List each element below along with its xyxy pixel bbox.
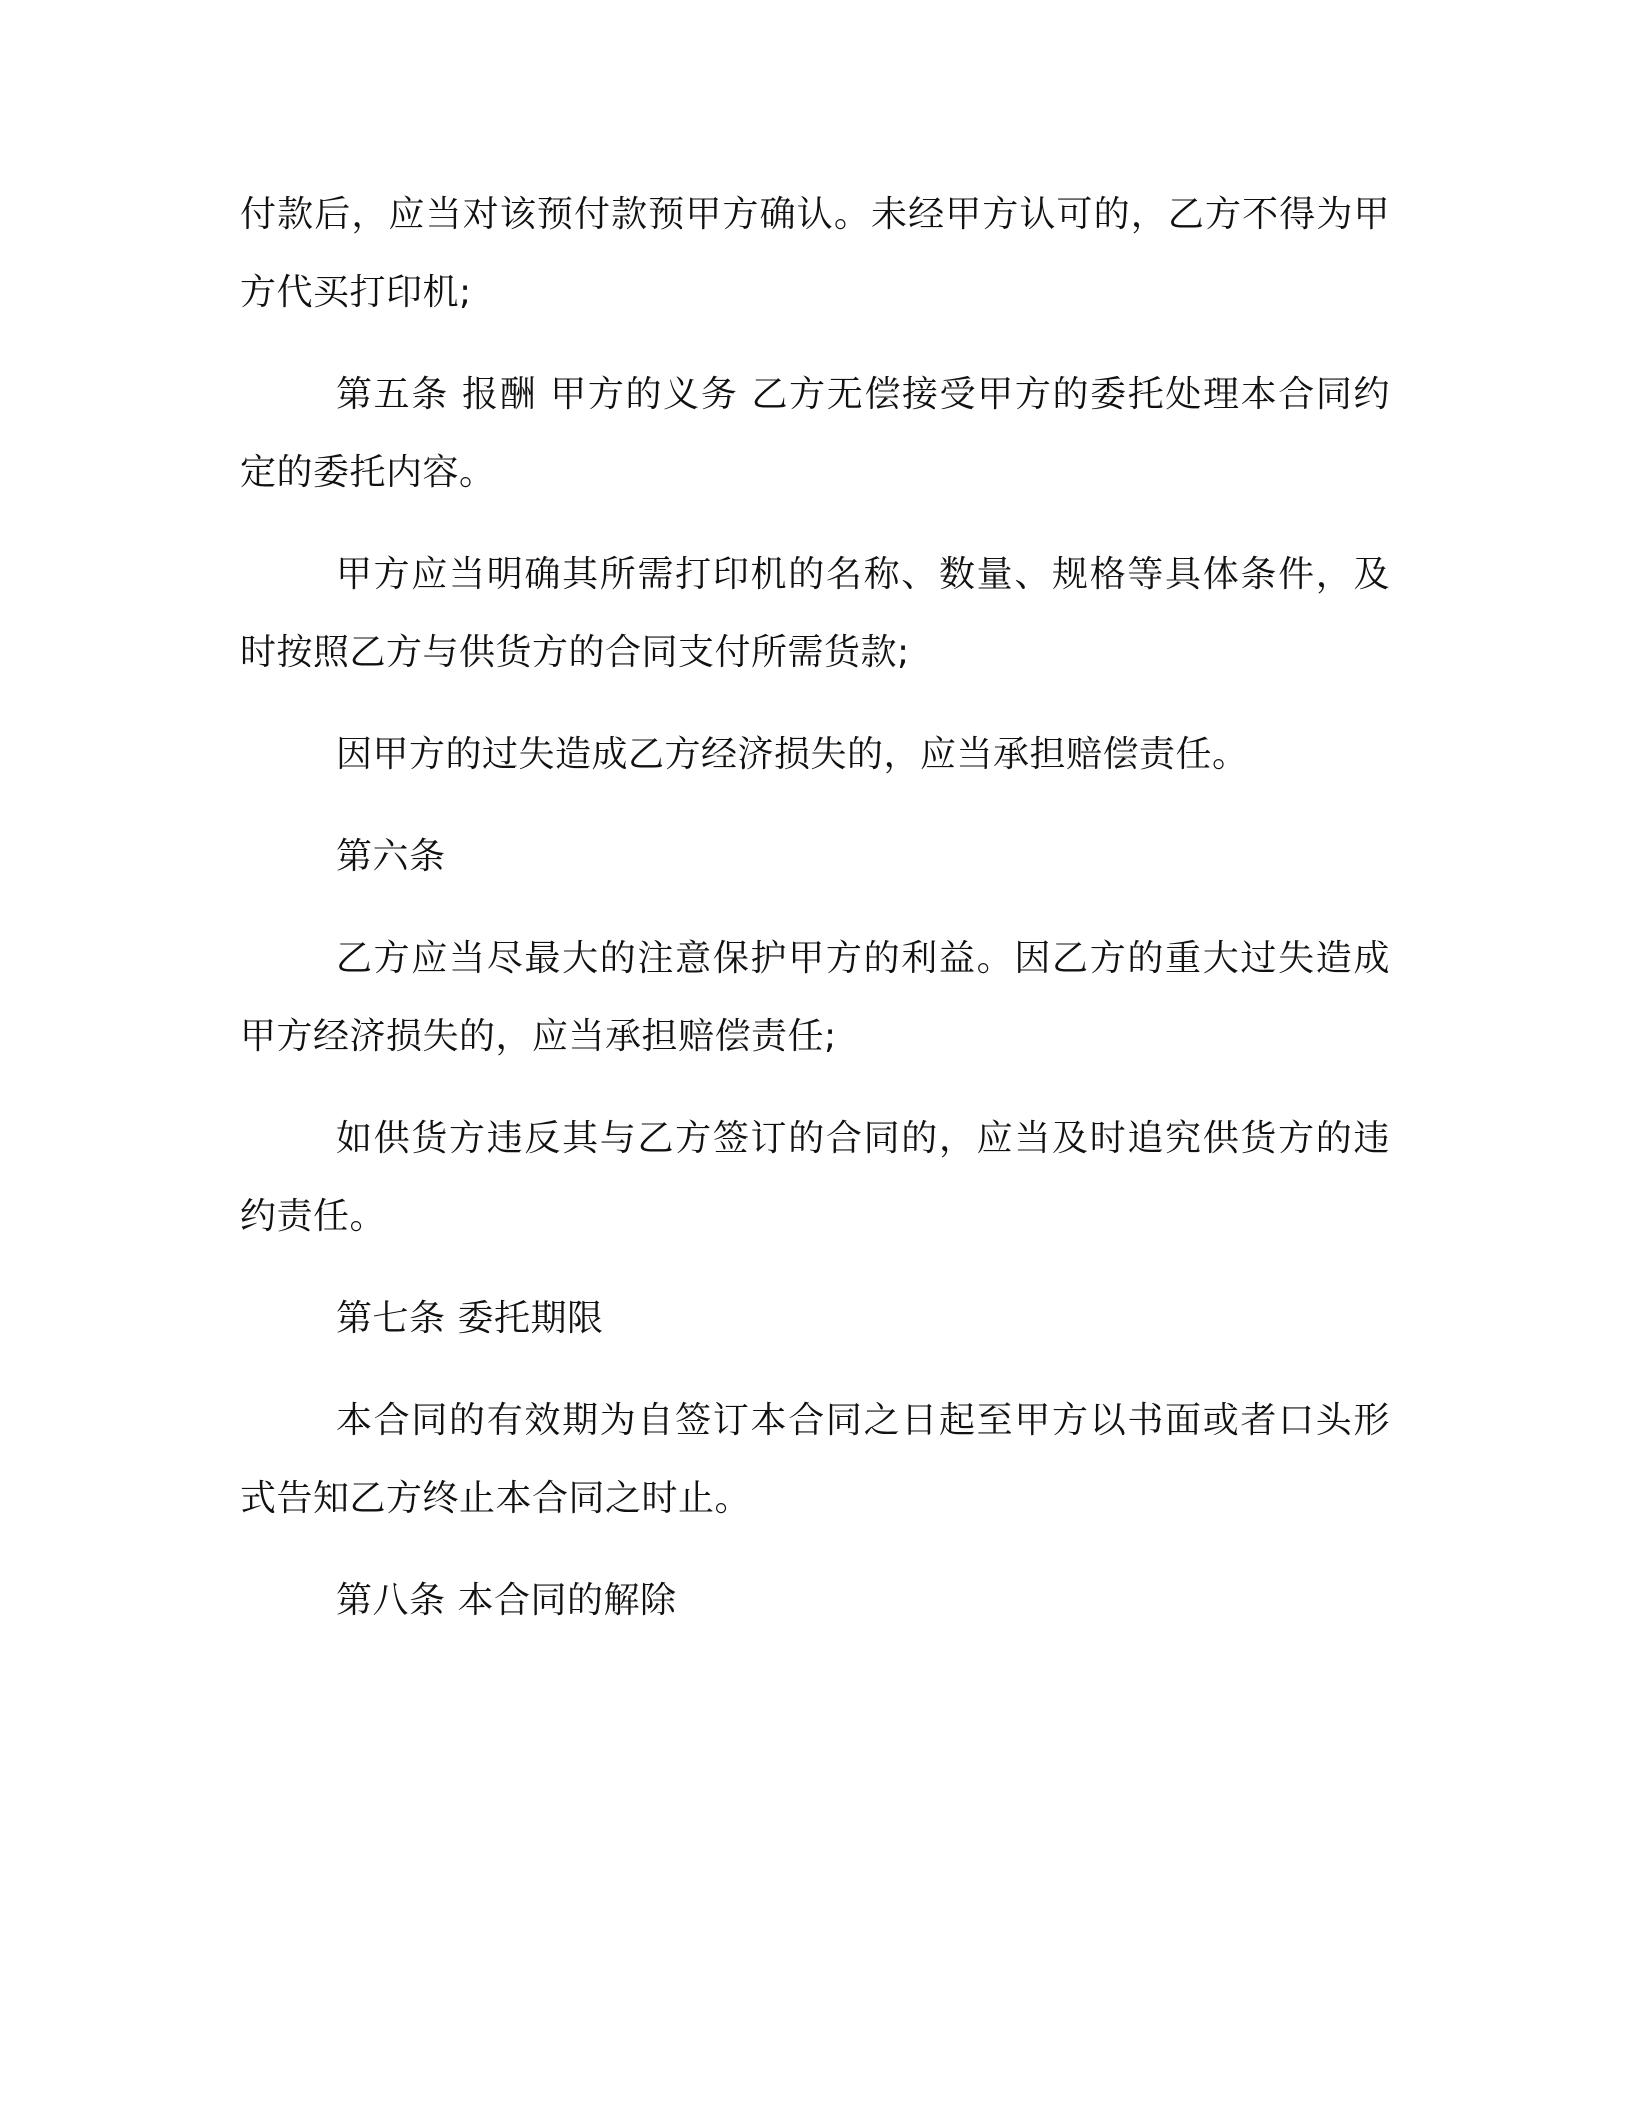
paragraph-article-5-remuneration: 第五条 报酬 甲方的义务 乙方无偿接受甲方的委托处理本合同约定的委托内容。: [240, 374, 1390, 493]
paragraph-party-a-liability: 因甲方的过失造成乙方经济损失的，应当承担赔偿责任。: [336, 734, 1249, 775]
paragraph-party-b-duty-of-care: 乙方应当尽最大的注意保护甲方的利益。因乙方的重大过失造成甲方经济损失的，应当承担赔偿责任;: [240, 938, 1390, 1057]
paragraph-contract-validity: 本合同的有效期为自签订本合同之日起至甲方以书面或者口头形式告知乙方终止本合同之时止。: [240, 1400, 1390, 1519]
paragraph-supplier-breach: 如供货方违反其与乙方签订的合同的，应当及时追究供货方的违约责任。: [240, 1118, 1390, 1237]
paragraph-prepayment-confirmation: 付款后，应当对该预付款预甲方确认。未经甲方认可的，乙方不得为甲方代买打印机;: [240, 194, 1390, 313]
heading-article-6: 第六条: [336, 836, 446, 877]
heading-article-7-term: 第七条 委托期限: [336, 1298, 604, 1339]
paragraph-party-a-obligations: 甲方应当明确其所需打印机的名称、数量、规格等具体条件，及时按照乙方与供货方的合同支付所需货款;: [240, 554, 1390, 673]
heading-article-8-termination: 第八条 本合同的解除: [336, 1580, 677, 1621]
document-body: [240, 176, 1390, 1664]
